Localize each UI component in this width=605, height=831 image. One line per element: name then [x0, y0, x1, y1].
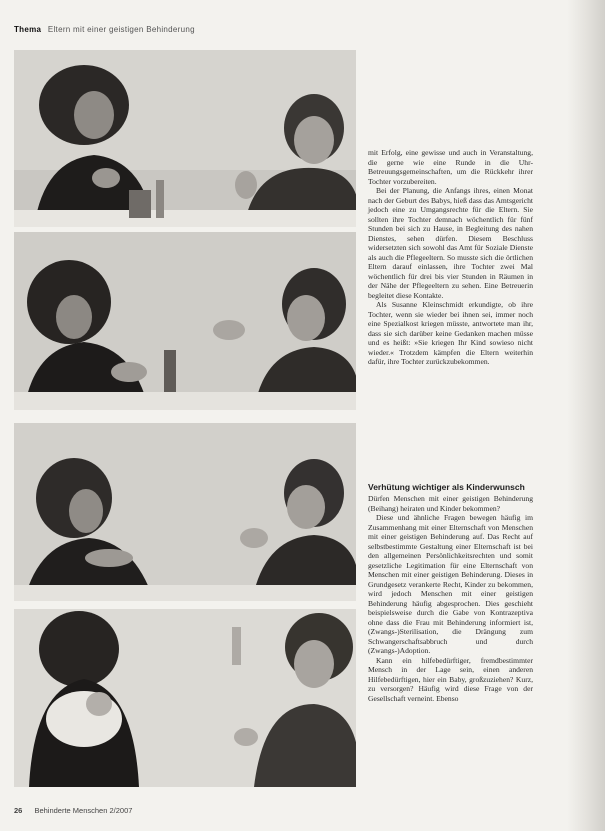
photo-women-gesturing — [14, 232, 356, 410]
running-header — [14, 25, 195, 34]
paragraph: Dürfen Menschen mit einer geistigen Behinderung (Beihang) heiraten und Kinder bekommen? — [368, 494, 533, 513]
page-footer — [14, 806, 132, 815]
page-gutter-shadow — [567, 0, 605, 831]
photo-women-laughing — [14, 423, 356, 601]
photo-two-women-talking — [14, 50, 356, 227]
paragraph: Kann ein hilfebedürftiger, fremdbestimmter Mensch in der Lage sein, einen anderen Hilfebedürftigen, hier ein Baby, großzuziehen? Kurz, zu versorgen? Häufig wird diese Frage von der Gesellschaft verneint. Ebenso — [368, 655, 533, 703]
paragraph: Als Susanne Kleinschmidt erkundigte, ob ihre Tochter, wenn sie wieder bei ihnen sei, immer noch eine Spezialkost kriegen müsste, antwortete man ihr, dass sie sich darüber keine Gedanken machen müsse und es heißt: »Sie kriegen Ihr Kind sowieso nicht wieder.« Trotzdem kämpfen die Eltern weiterhin dafür, ihre Tochter zurückzubekommen. — [368, 300, 533, 366]
photo-woman-holding-baby — [14, 609, 356, 787]
paragraph: mit Erfolg, eine gewisse und auch in Veranstaltung, die gerne wie eine Runde in die Uhr-Betreuungsgemeinschaften, um die Rückkehr ihrer Tochter vorzubereiten. — [368, 148, 533, 186]
publication-name: Behinderte Menschen 2/2007 — [34, 806, 133, 815]
paragraph: Diese und ähnliche Fragen bewegen häufig im Zusammenhang mit einer Elternschaft von Menschen mit einer geistigen Behinderung auf. Das Recht auf selbstbestimmte Gestaltung einer Elternschaft ist bei den allgemeinen Persönlichkeitsrechten und somit gesetzliche Legitimation für eine Elternschaft von Menschen mit einer geistigen Behinderung. Dieses in Grundgesetz verankerte Recht, Kinder zu bekommen, wird jedoch Menschen mit einer geistigen Behinderung häufig abgesprochen. Dies geschieht beispielsweise durch die Gabe von Kontrazeptiva ohne dass die Frau mit Behinderung informiert ist, (Zwangs-)Sterilisation, die Drängung zum Schwangerschaftsabbruch und durch (Zwangs-)Adoption. — [368, 513, 533, 655]
paragraph: Bei der Planung, die Anfangs ihres, einen Monat nach der Geburt des Babys, hieß dass das Amtsgericht jedoch eine zu Umgangsrechte für die Eltern. Sie sollten ihre Tochter demnach wöchentlich für fünf Stunden bei sich zu Hause, in Begleitung des nahen Dienstes, sehen dürfen. Diesem Beschluss widersetzten sich sowohl das Amt für Soziale Dienste als auch die Pflegeeltern. So musste sich die örtlichen Eltern darauf einlassen, ihre Tochter zwei Mal wöchentlich für drei bis vier Stunden in Räumen in der Nähe der Pflegeeltern zu sehen. Eine Betreuerin begleitet diese Kontakte. — [368, 186, 533, 300]
page-number: 26 — [14, 806, 23, 815]
header-kicker: Thema — [14, 25, 42, 34]
header-topic: Eltern mit einer geistigen Behinderung — [47, 25, 195, 34]
text-column-top — [368, 148, 533, 367]
section-subheading: Verhütung wichtiger als Kinderwunsch — [368, 482, 525, 492]
text-column-bottom — [368, 482, 533, 703]
